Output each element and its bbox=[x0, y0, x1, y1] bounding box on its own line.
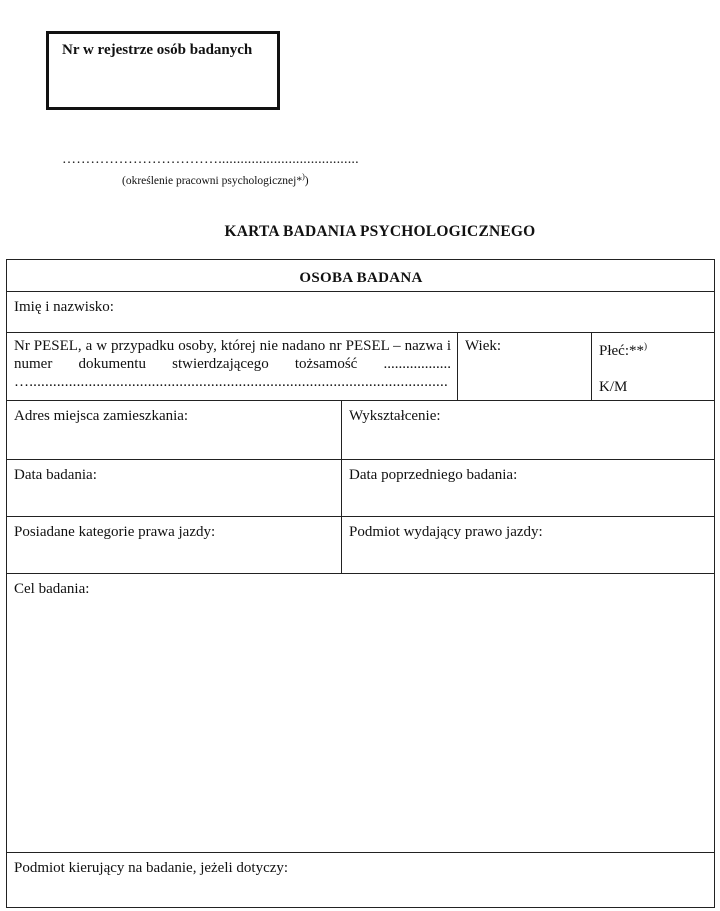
exam-date-field[interactable] bbox=[7, 460, 342, 517]
name-field[interactable] bbox=[7, 292, 715, 333]
psych-lab-caption-end: ) bbox=[304, 174, 309, 187]
psych-lab-caption-text: (określenie pracowni psychologicznej* bbox=[122, 174, 303, 187]
registry-number-box[interactable] bbox=[46, 31, 280, 110]
registry-number-label: Nr w rejestrze osób badanych bbox=[62, 42, 253, 58]
address-label: Adres miejsca zamieszkania: bbox=[14, 408, 189, 424]
purpose-label: Cel badania: bbox=[14, 581, 90, 597]
age-field[interactable] bbox=[458, 333, 592, 401]
sex-options: K/M bbox=[599, 379, 628, 395]
section-header: OSOBA BADANA bbox=[7, 260, 715, 292]
document-title: KARTA BADANIA PSYCHOLOGICZNEGO bbox=[224, 223, 536, 240]
sex-field[interactable] bbox=[592, 333, 715, 401]
psych-lab-caption-sup: ) bbox=[302, 172, 305, 181]
pesel-field[interactable] bbox=[7, 333, 458, 401]
psych-lab-dotted-line[interactable]: ……………………………...................................... bbox=[62, 152, 359, 167]
address-field[interactable] bbox=[7, 401, 342, 460]
education-field[interactable] bbox=[342, 401, 715, 460]
pesel-label: Nr PESEL, a w przypadku osoby, której nie nadano nr PESEL – nazwa i numer dokumentu stwierdzającego tożsamość .................. bbox=[14, 338, 451, 372]
pesel-dotted-line: ….......................................................................................................... bbox=[14, 374, 448, 390]
name-label: Imię i nazwisko: bbox=[14, 299, 114, 315]
previous-exam-label: Data poprzedniego badania: bbox=[349, 467, 518, 483]
license-categories-field[interactable] bbox=[7, 517, 342, 574]
purpose-field[interactable] bbox=[7, 574, 715, 853]
license-categories-label: Posiadane kategorie prawa jazdy: bbox=[14, 524, 216, 540]
sex-label: Płeć:** bbox=[599, 343, 644, 359]
age-label: Wiek: bbox=[465, 338, 502, 354]
education-label: Wykształcenie: bbox=[349, 408, 441, 424]
license-issuer-label: Podmiot wydający prawo jazdy: bbox=[349, 524, 543, 540]
exam-date-label: Data badania: bbox=[14, 467, 97, 483]
previous-exam-field[interactable] bbox=[342, 460, 715, 517]
referring-entity-field[interactable] bbox=[7, 853, 715, 908]
psych-lab-caption bbox=[122, 172, 309, 187]
license-issuer-field[interactable] bbox=[342, 517, 715, 574]
examined-person-form bbox=[6, 259, 715, 908]
referring-label: Podmiot kierujący na badanie, jeżeli dotyczy: bbox=[14, 860, 289, 876]
sex-label-sup: ) bbox=[644, 341, 647, 351]
